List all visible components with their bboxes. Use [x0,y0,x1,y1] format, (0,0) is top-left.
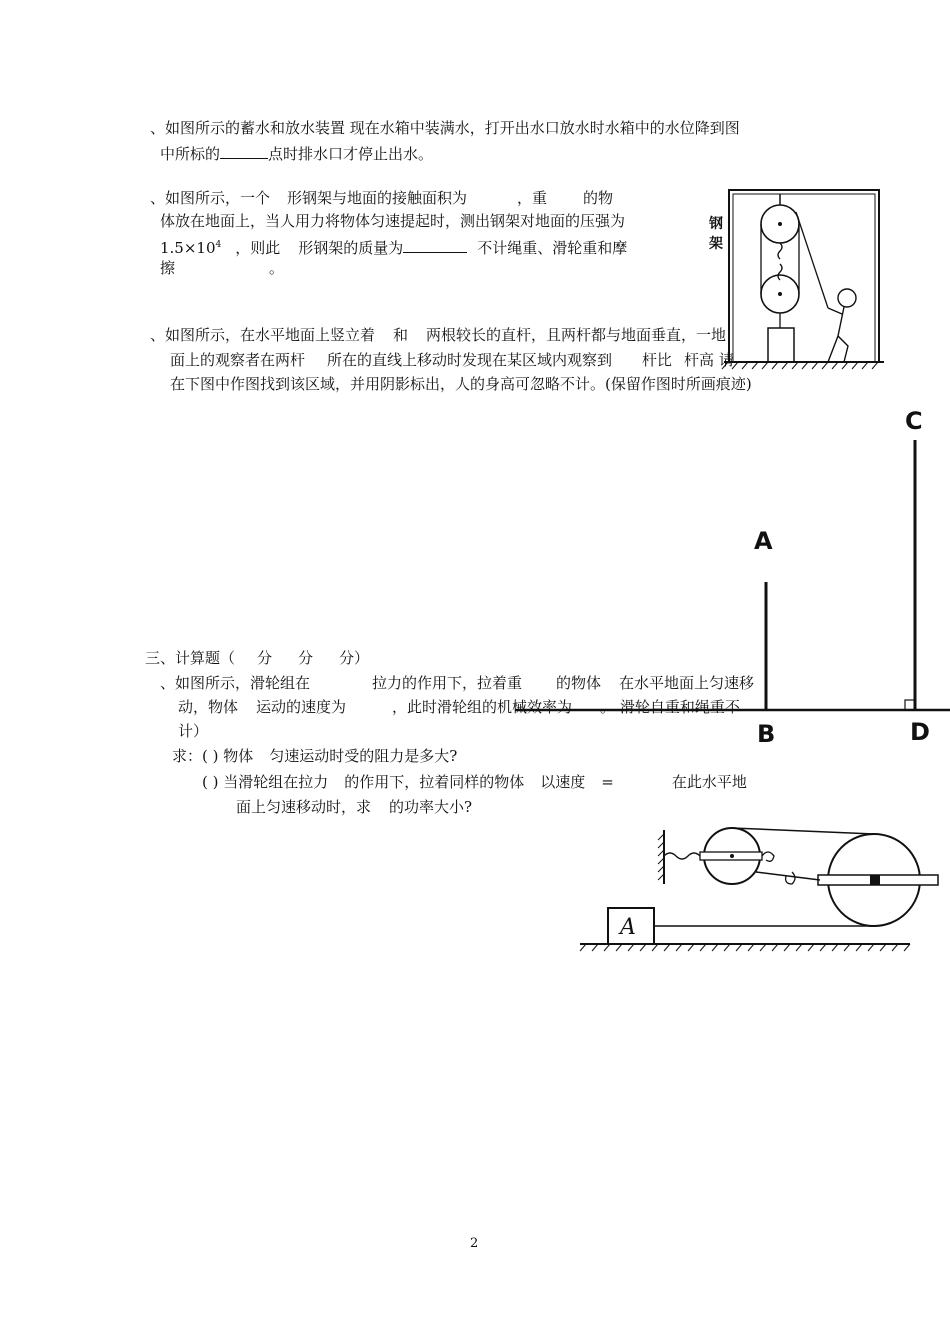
page-number: 2 [470,1236,479,1251]
section3-heading: 三、计算题（ 分 分 分） [145,649,370,667]
q4-ask1: 求：( ) 物体 匀速运动时受的阻力是多大? [172,747,458,765]
pole-label-b: B [757,720,776,748]
q2-line2: 体放在地面上，当人用力将物体匀速提起时，测出钢架对地面的压强为 [160,212,626,230]
q3-line1: 、如图所示，在水平地面上竖立着 和 两根较长的直杆，且两杆都与地面垂直，一地 [150,326,727,344]
q1-line1: 、如图所示的蓄水和放水装置 现在水箱中装满水，打开出水口放水时水箱中的水位降到图 [150,119,740,137]
pole-label-c: C [905,407,923,435]
q4-ask3: 面上匀速移动时，求 的功率大小? [236,798,473,816]
q4-line2: 动，物体 运动的速度为 ，此时滑轮组的机械效率为 。 滑轮自重和绳重不 [178,698,740,716]
pole-label-d: D [910,718,930,746]
q2-line3: $1.5\times 10^4$ ，则此 形钢架的质量为 不计绳重、滑轮重和摩 [160,239,628,257]
q3-line3: 在下图中作图找到该区域，并用阴影标出，人的身高可忽略不计。(保留作图时所画痕迹) [170,375,752,393]
steel-frame-label: 钢架 [709,216,723,252]
pole-label-a: A [754,527,773,555]
q1-line2: 中所标的 点时排水口才停止出水。 [160,145,434,163]
answer-blank[interactable] [220,144,268,159]
answer-blank[interactable] [403,238,467,253]
q4-ask2: ( ) 当滑轮组在拉力 的作用下，拉着同样的物体 以速度 = 在此水平地 [202,773,747,791]
steel-frame-figure [716,186,886,376]
block-label-a: A [620,915,636,940]
q2-line1: 、如图所示，一个 形钢架与地面的接触面积为 ，重 的物 [150,189,614,207]
q2-line4: 擦 。 [160,259,285,277]
q3-line2: 面上的观察者在两杆 所在的直线上移动时发现在某区域内观察到 杆比 杆高 请 [170,351,734,369]
q4-line3: 计） [178,722,209,740]
q4-line1: 、如图所示，滑轮组在 拉力的作用下，拉着重 的物体 在水平地面上匀速移 [160,674,755,692]
